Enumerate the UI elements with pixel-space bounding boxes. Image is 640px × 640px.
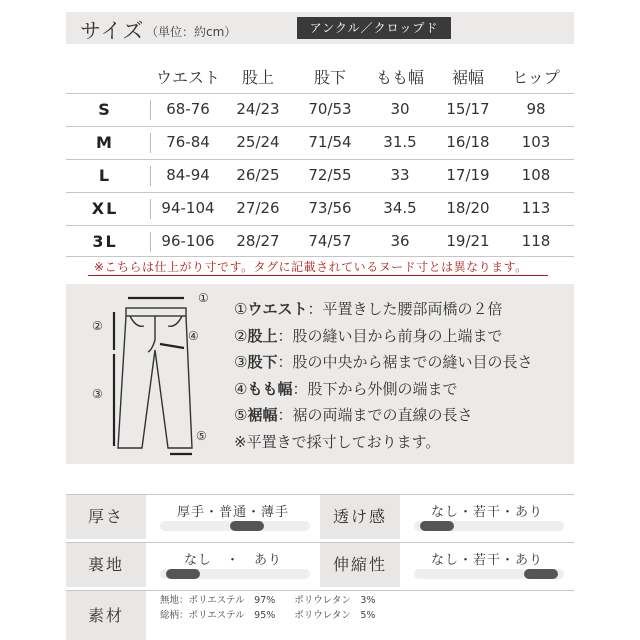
table-cell: 16/18 (446, 133, 490, 151)
stretch-options: なし・若干・あり (430, 553, 543, 568)
table-cell: 71/54 (308, 133, 352, 151)
size-label: S (98, 100, 112, 119)
column-header-waist: ウエスト (155, 68, 220, 87)
thickness-label: 厚さ (66, 495, 146, 539)
table-cell: 98 (526, 100, 546, 118)
table-cell: 108 (521, 166, 551, 184)
legend-desc: ：股下から外側の端まで (292, 379, 458, 398)
lining-track (160, 569, 310, 579)
fabric-label: 素材 (66, 591, 146, 640)
sheerness-scale (402, 495, 572, 539)
sheerness-track (414, 521, 564, 531)
table-cell: 17/19 (446, 166, 490, 184)
table-cell: 24/23 (236, 100, 280, 118)
measurement-diagram (66, 284, 574, 464)
stretch-track (414, 569, 564, 579)
stretch-scale (402, 543, 572, 587)
attribute-row (66, 542, 574, 587)
thickness-fill (230, 521, 264, 531)
legend-item (234, 351, 532, 378)
table-row (66, 192, 574, 224)
thickness-track (160, 521, 310, 531)
table-cell: 70/53 (308, 100, 352, 118)
size-header (66, 12, 574, 44)
legend-item (234, 325, 532, 352)
table-cell: 18/20 (446, 199, 490, 217)
size-label: L (98, 166, 112, 185)
pants-pocket-right (168, 316, 182, 326)
size-label: 3L (92, 232, 118, 251)
fabric-line-pattern: 総柄：ポリエステル 95% ポリウレタン 5% (160, 610, 376, 621)
table-cell: 25/24 (236, 133, 280, 151)
legend-desc: ：裾の両端までの直線の長さ (277, 406, 473, 424)
sheerness-options: なし・若干・あり (430, 505, 543, 520)
fabric-attributes (66, 494, 574, 640)
table-cell: 33 (390, 166, 410, 184)
legend-item (234, 404, 532, 431)
table-cell: 36 (390, 232, 410, 250)
table-cell: 15/17 (446, 100, 490, 118)
table-cell: 76-84 (166, 133, 210, 151)
pants-waistband (126, 308, 186, 316)
table-cell: 96-106 (161, 232, 215, 250)
thickness-scale (148, 495, 318, 539)
measurement-legend (234, 298, 532, 457)
attribute-row (66, 590, 574, 640)
marker-4: ④ (188, 329, 199, 343)
legend-footnote: ※平置きで採寸しております。 (234, 432, 441, 451)
column-header-hem: 裾幅 (451, 68, 484, 87)
fabric-composition (160, 593, 375, 623)
stretch-fill (524, 569, 558, 579)
marker-2: ② (92, 319, 103, 333)
legend-term: 股上 (247, 326, 278, 345)
legend-desc: ：平置きした腰部両橋の２倍 (307, 300, 503, 318)
table-row (66, 159, 574, 191)
legend-number: ③ (234, 353, 248, 371)
column-header-rise: 股上 (241, 68, 274, 87)
table-cell: 26/25 (236, 166, 280, 184)
table-cell: 103 (521, 133, 551, 151)
table-row (66, 126, 574, 158)
table-row (66, 225, 574, 257)
table-cell: 94-104 (161, 199, 215, 217)
legend-term: 股下 (247, 353, 278, 371)
sheerness-fill (420, 521, 454, 531)
column-header-hip: ヒップ (512, 68, 560, 87)
pants-illustration (88, 288, 228, 460)
size-unit: （単位：約cm） (146, 25, 237, 39)
table-cell: 34.5 (383, 199, 417, 217)
table-cell: 68-76 (166, 100, 210, 118)
legend-number: ④ (234, 379, 248, 398)
lining-options: なし ・ あり (183, 553, 282, 568)
fit-badge: アンクル／クロップド (297, 17, 451, 39)
table-cell: 84-94 (166, 166, 210, 184)
legend-item (234, 378, 532, 405)
size-label: XL (91, 199, 119, 218)
legend-number: ① (234, 300, 248, 318)
size-title: サイズ (80, 19, 145, 43)
pants-fly (148, 316, 155, 352)
lining-fill (166, 569, 200, 579)
size-label: M (96, 133, 114, 152)
column-header-thigh: もも幅 (375, 68, 424, 87)
table-cell: 19/21 (446, 232, 490, 250)
legend-term: 裾幅 (247, 406, 278, 424)
legend-term: もも幅 (247, 379, 293, 398)
legend-item (234, 298, 532, 325)
table-cell: 30 (390, 100, 410, 118)
attribute-row (66, 494, 574, 539)
note-underline (88, 275, 548, 276)
pants-pocket-left (130, 316, 144, 326)
table-cell: 118 (521, 232, 551, 250)
legend-number: ⑤ (234, 406, 248, 424)
lining-scale (148, 543, 318, 587)
lining-label: 裏地 (66, 543, 146, 587)
table-cell: 113 (521, 199, 551, 217)
table-cell: 74/57 (308, 232, 352, 250)
table-cell: 28/27 (236, 232, 280, 250)
legend-desc: ：股の中央から裾までの縫い目の長さ (277, 353, 533, 371)
marker-3: ③ (92, 387, 103, 401)
marker-1: ① (198, 291, 209, 305)
stretch-label: 伸縮性 (320, 543, 400, 587)
column-header-inseam: 股下 (313, 68, 346, 87)
size-table-header (66, 60, 574, 90)
legend-desc: ：股の縫い目から前身の上端まで (277, 326, 503, 345)
table-cell: 73/56 (308, 199, 352, 217)
marker-5: ⑤ (196, 429, 207, 443)
legend-number: ② (234, 326, 248, 345)
thigh-measure-line (160, 344, 184, 348)
sheerness-label: 透け感 (320, 495, 400, 539)
fabric-line-solid: 無地：ポリエステル 97% ポリウレタン 3% (160, 595, 376, 606)
table-row (66, 93, 574, 125)
table-cell: 72/55 (308, 166, 352, 184)
table-cell: 27/26 (236, 199, 280, 217)
thickness-options: 厚手・普通・薄手 (176, 505, 289, 520)
size-note: ※こちらは仕上がり寸です。タグに記載されているヌード寸とは異なります。 (94, 260, 528, 274)
legend-term: ウエスト (247, 300, 308, 318)
table-cell: 31.5 (383, 133, 417, 151)
